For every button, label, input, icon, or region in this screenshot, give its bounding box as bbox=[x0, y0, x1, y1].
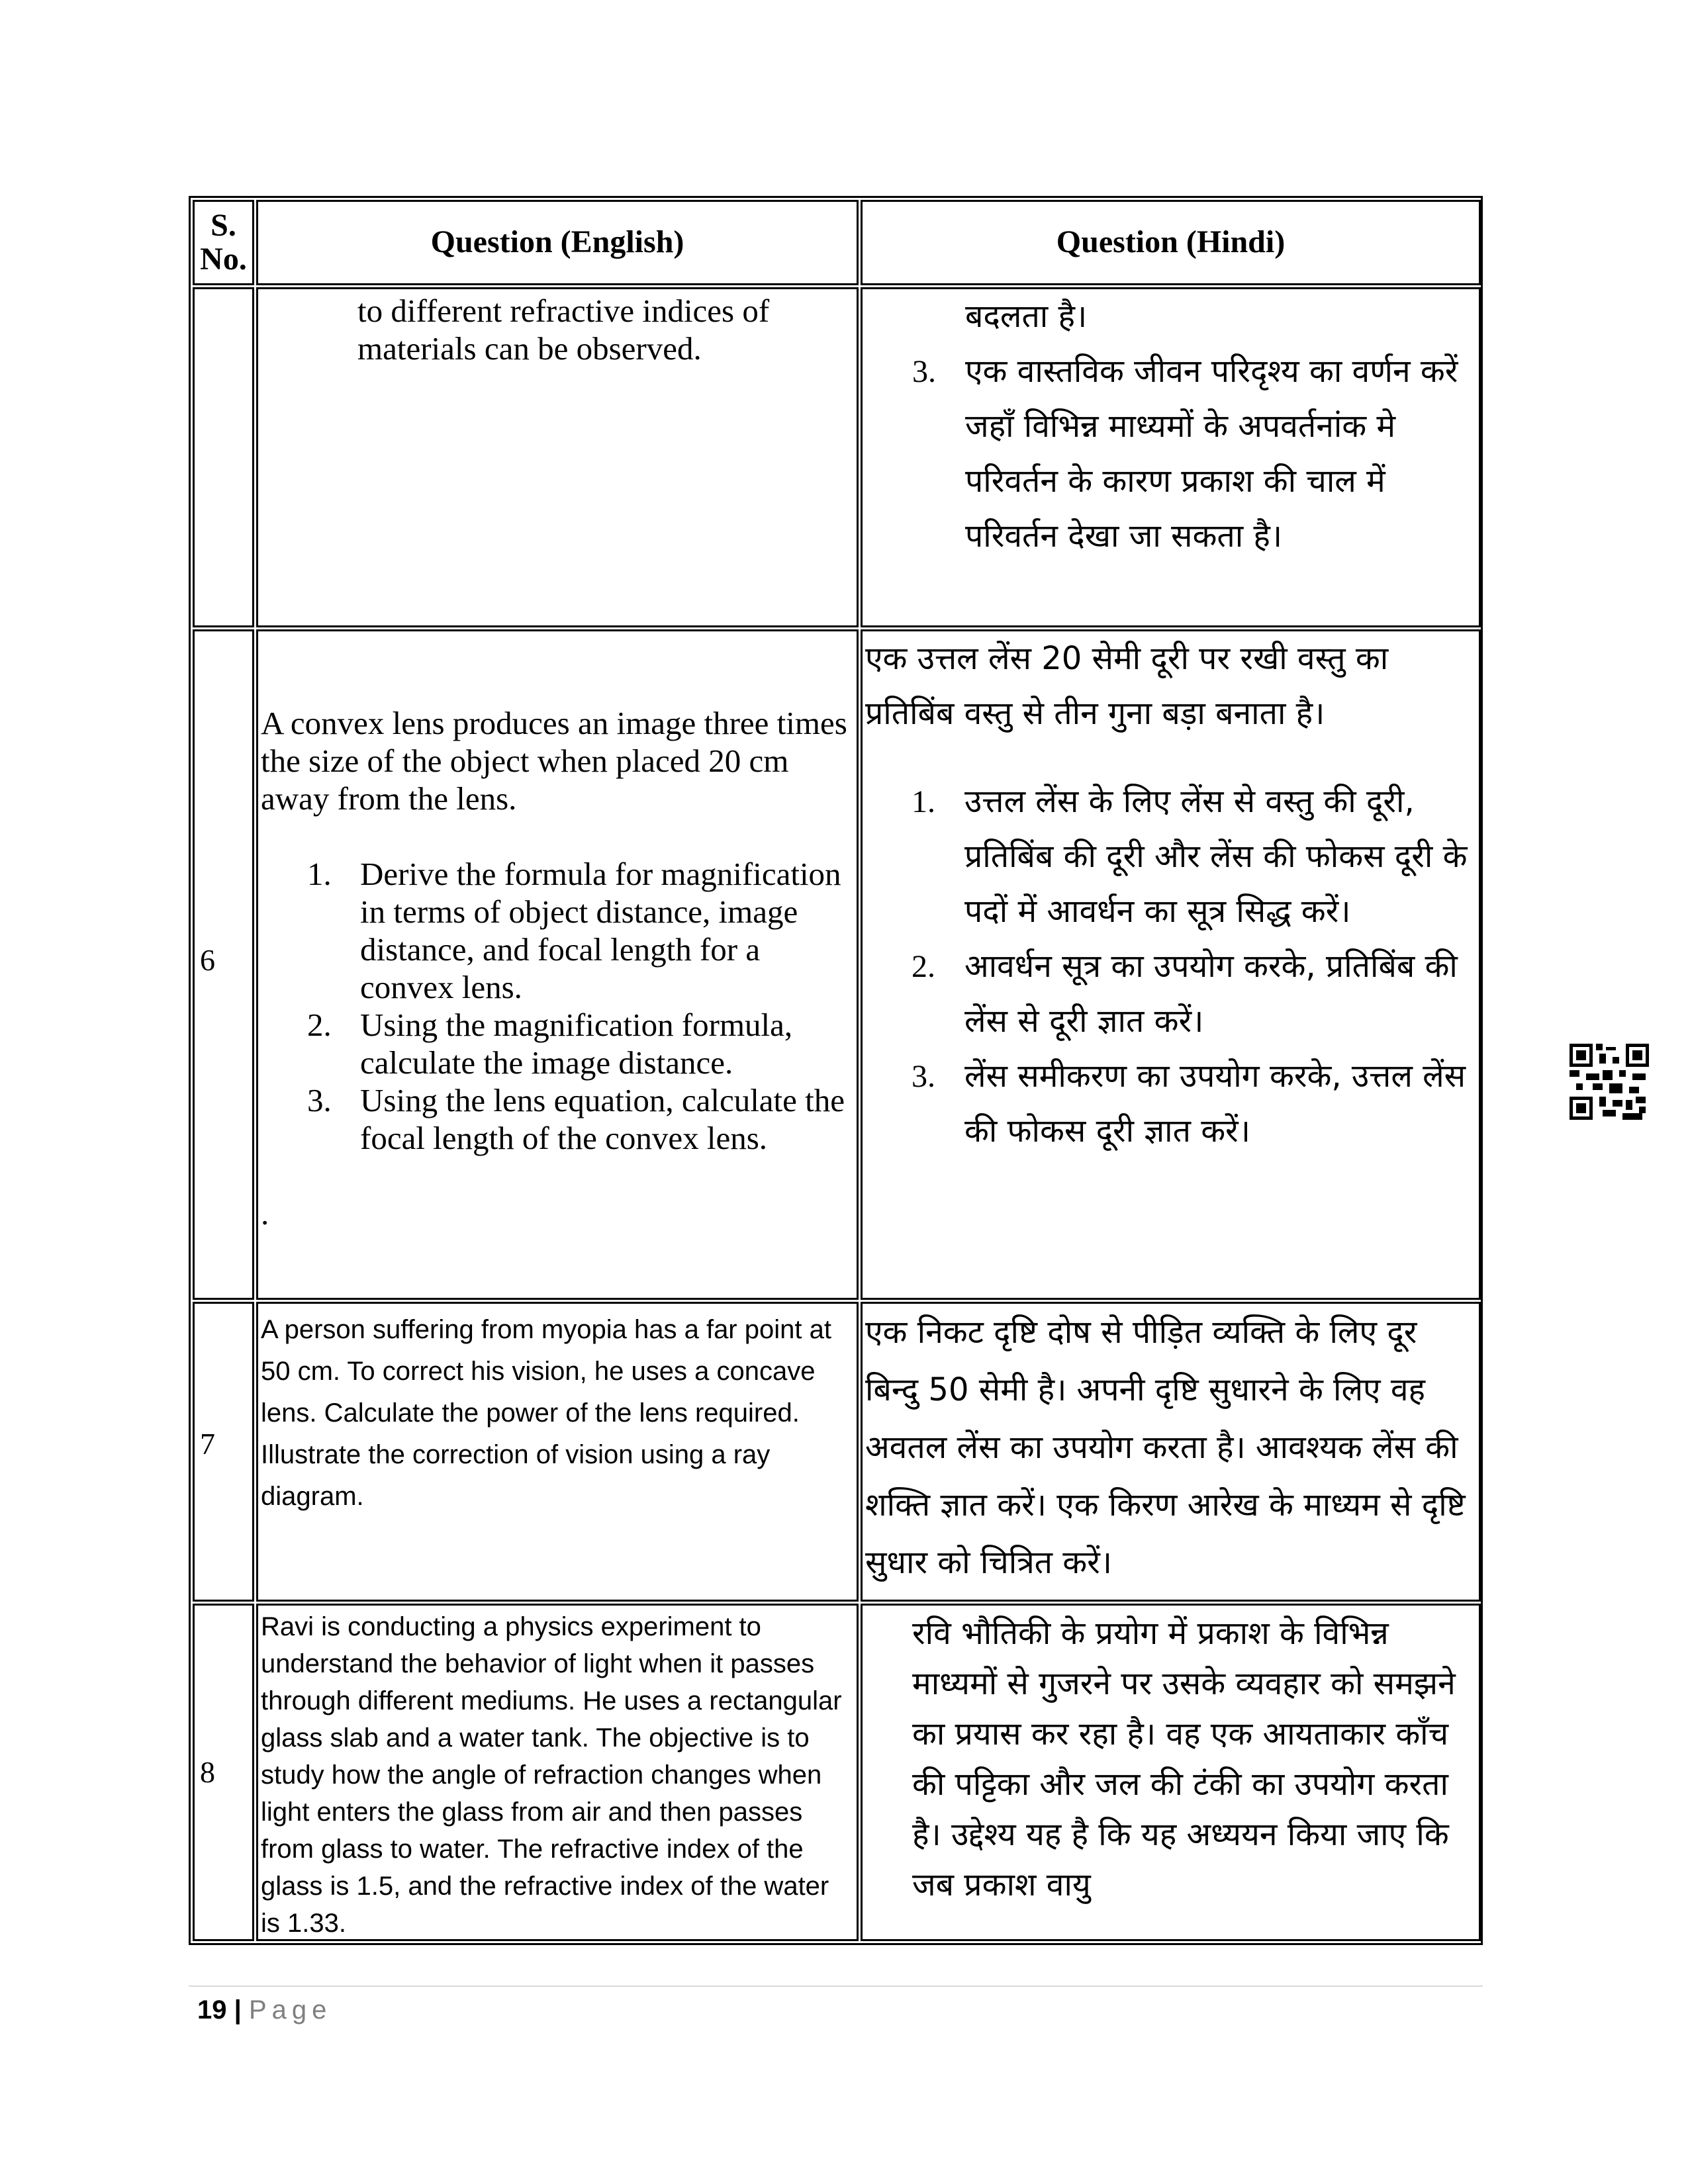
item-number: 3. bbox=[912, 1059, 935, 1094]
english-cell bbox=[256, 629, 859, 1300]
qr-code-icon bbox=[1570, 1044, 1649, 1120]
row-sno-cell bbox=[193, 1604, 254, 1941]
page-label: Page bbox=[248, 1995, 332, 2025]
english-list-item bbox=[307, 1006, 850, 1081]
english-list-item bbox=[307, 1081, 850, 1157]
english-text: materials can be observed. bbox=[357, 330, 702, 367]
page-number: 19 bbox=[197, 1995, 227, 2025]
item-text: आवर्धन सूत्र का उपयोग करके, प्रतिबिंब की लेंस से दूरी ज्ञात करें। bbox=[964, 948, 1458, 1040]
hindi-text: बदलता है। bbox=[965, 298, 1088, 335]
page-separator: | bbox=[234, 1995, 242, 2025]
english-cell: A person suffering from myopia has a far point at 50 cm. To correct his vision, he uses a concave lens. Calculate the power of the lens required. Illustrate the correction of vision using a ray diagram. bbox=[256, 1302, 859, 1602]
row-sno-cell bbox=[193, 1302, 254, 1602]
item-text: उत्तल लेंस के लिए लेंस से वस्तु की दूरी, प्रतिबिंब की दूरी और लेंस की फोकस दूरी के पदों में आवर्धन का सूत्र सिद्ध करें। bbox=[964, 783, 1468, 930]
header-english: Question (English) bbox=[256, 200, 859, 285]
item-number: 2. bbox=[912, 949, 935, 984]
questions-table bbox=[189, 196, 1483, 1945]
item-number: 1. bbox=[307, 856, 332, 892]
sno: 6 bbox=[200, 943, 215, 977]
item-number: 3. bbox=[912, 354, 936, 389]
hindi-cell: रवि भौतिकी के प्रयोग में प्रकाश के विभिन्न माध्यमों से गुजरने पर उसके व्यवहार को समझने का प्रयास कर रहा है। वह एक आयताकार काँच की पट्टिका और जल की टंकी का उपयोग करता है। उद्देश्य यह है कि यह अध्ययन किया जाए कि जब प्रकाश वायु bbox=[861, 1604, 1481, 1941]
sno: 7 bbox=[200, 1427, 215, 1461]
item-text: Derive the formula for magnification in terms of object distance, image distance, and focal length for a convex lens. bbox=[360, 856, 841, 1005]
row-sno-cell bbox=[193, 629, 254, 1300]
hindi-list-item bbox=[912, 1049, 1476, 1159]
hindi-cell: एक निकट दृष्टि दोष से पीड़ित व्यक्ति के लिए दूर बिन्दु 50 सेमी है। अपनी दृष्टि सुधारने के लिए वह अवतल लेंस का उपयोग करता है। आवश्यक लेंस की शक्ति ज्ञात करें। एक किरण आरेख के माध्यम से दृष्टि सुधार को चित्रित करें। bbox=[861, 1302, 1481, 1602]
hindi-list-item bbox=[912, 774, 1476, 939]
item-number: 3. bbox=[307, 1082, 332, 1118]
item-number: 1. bbox=[912, 784, 935, 819]
item-text: एक वास्तविक जीवन परिदृश्य का वर्णन करें जहाँ विभिन्न माध्यमों के अपवर्तनांक मे परिवर्तन के कारण प्रकाश की चाल में परिवर्तन देखा जा सकता है। bbox=[965, 353, 1458, 555]
hindi-intro: एक उत्तल लेंस 20 सेमी दूरी पर रखी वस्तु का प्रतिबिंब वस्तु से तीन गुना बड़ा बनाता है। bbox=[865, 640, 1389, 732]
hindi-cell bbox=[861, 287, 1481, 627]
english-cell: Ravi is conducting a physics experiment to understand the behavior of light when it passes through different mediums. He uses a rectangular glass slab and a water tank. The objective is to study how the angle of refraction changes when light enters the glass from air and then passes from glass to water. The refractive index of the glass is 1.5, and the refractive index of the water is 1.33. bbox=[256, 1604, 859, 1941]
english-intro: A convex lens produces an image three times the size of the object when placed 20 cm away from the lens. bbox=[261, 705, 847, 817]
header-hindi: Question (Hindi) bbox=[861, 200, 1481, 285]
english-cell bbox=[256, 287, 859, 627]
hindi-cell bbox=[861, 629, 1481, 1300]
item-text: Using the magnification formula, calculate the image distance. bbox=[360, 1007, 793, 1081]
hindi-list-item bbox=[912, 939, 1476, 1049]
page-footer bbox=[197, 1995, 332, 2025]
item-text: लेंस समीकरण का उपयोग करके, उत्तल लेंस की फोकस दूरी ज्ञात करें। bbox=[964, 1058, 1466, 1150]
english-list-item bbox=[307, 855, 850, 1006]
english-text: to different refractive indices of bbox=[357, 293, 770, 329]
sno: 8 bbox=[200, 1755, 215, 1789]
row-sno-cell bbox=[193, 287, 254, 627]
footer-divider bbox=[189, 1985, 1483, 1987]
hindi-list-item bbox=[912, 344, 1479, 564]
item-number: 2. bbox=[307, 1007, 332, 1043]
header-sno: S. No. bbox=[193, 200, 254, 285]
english-trailer: . bbox=[261, 1195, 269, 1232]
item-text: Using the lens equation, calculate the focal length of the convex lens. bbox=[360, 1082, 845, 1156]
